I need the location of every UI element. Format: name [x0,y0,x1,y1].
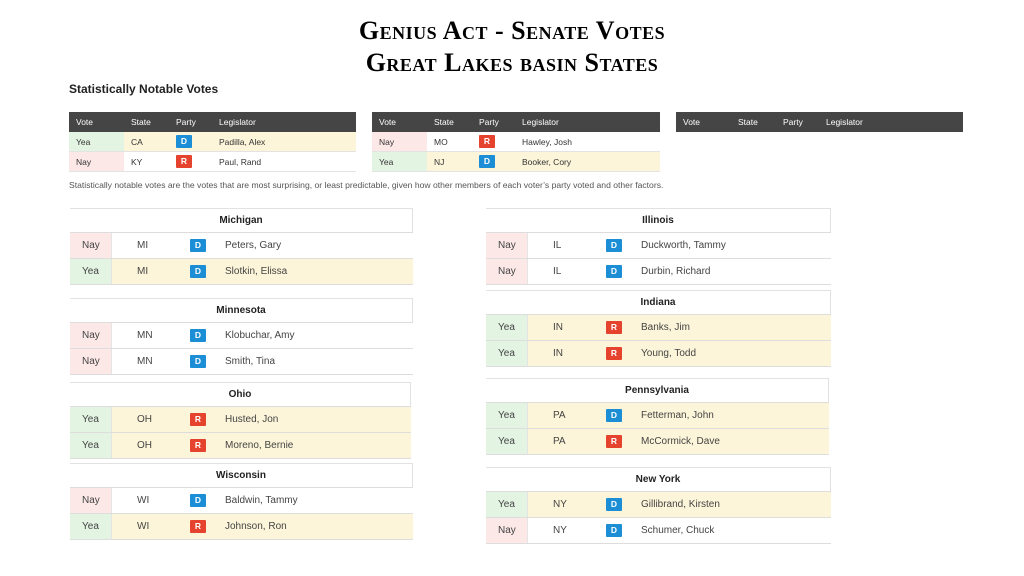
vote-row [70,488,413,514]
party-cell [180,433,215,459]
legislator-cell: Klobuchar, Amy [215,323,413,349]
state-cell: KY [124,152,169,172]
vote-cell: Nay [486,233,528,259]
state-cell: IN [528,341,597,367]
table-row [372,132,660,152]
democrat-badge: D [606,524,622,537]
republican-badge: R [606,321,622,334]
column-header-vote: Vote [69,112,124,132]
democrat-badge: D [176,135,192,148]
democrat-badge: D [479,155,495,168]
democrat-badge: D [606,239,622,252]
state-name: Pennsylvania [486,379,829,403]
vote-cell: Yea [486,341,528,367]
state-cell: IL [528,233,597,259]
democrat-badge: D [190,494,206,507]
state-cell: NY [528,492,597,518]
party-cell [596,429,631,455]
state-cell: CA [124,132,169,152]
legislator-cell: Johnson, Ron [215,514,413,540]
legislator-cell: Young, Todd [631,341,831,367]
vote-cell: Yea [486,429,528,455]
legislator-cell: Duckworth, Tammy [631,233,831,259]
vote-cell: Nay [486,518,528,544]
column-header-state: State [427,112,472,132]
vote-row [486,518,831,544]
state-name: Ohio [70,383,411,407]
legislator-cell: Paul, Rand [212,152,356,172]
vote-cell: Nay [70,488,112,514]
state-cell: IN [528,315,597,341]
legislator-cell: Baldwin, Tammy [215,488,413,514]
state-cell: WI [112,488,181,514]
democrat-badge: D [606,498,622,511]
legislator-cell: Fetterman, John [631,403,829,429]
column-header-party: Party [776,112,819,132]
page-subtitle: Great Lakes basin States [365,48,659,77]
legislator-cell: Husted, Jon [215,407,411,433]
state-cell: MN [112,323,181,349]
vote-cell: Nay [372,132,427,152]
state-cell: MI [112,233,181,259]
vote-row [70,407,411,433]
notable-votes-heading: Statistically Notable Votes [69,82,219,96]
state-header-row [486,468,831,492]
legislator-cell: McCormick, Dave [631,429,829,455]
party-cell [180,323,215,349]
table-row [372,152,660,172]
state-table-michigan [70,208,413,285]
state-table-illinois [486,208,831,285]
party-cell [596,518,631,544]
legislator-cell: Schumer, Chuck [631,518,831,544]
party-cell [596,259,631,285]
vote-cell: Nay [70,233,112,259]
state-table-indiana [486,290,831,367]
state-cell: PA [528,403,597,429]
party-cell [180,407,215,433]
party-cell [596,492,631,518]
republican-badge: R [606,347,622,360]
notable-votes-note: Statistically notable votes are the votes that are most surprising, or least predictable, given how other members of each voter’s party voted and other factors. [69,180,664,190]
state-header-row [486,291,831,315]
state-name: Indiana [486,291,831,315]
legislator-cell: Hawley, Josh [515,132,660,152]
vote-cell: Yea [486,492,528,518]
state-name: Minnesota [70,299,413,323]
page-title: Genius Act - Senate Votes [358,16,666,45]
democrat-badge: D [190,265,206,278]
democrat-badge: D [606,265,622,278]
column-header-state: State [124,112,169,132]
state-cell: MO [427,132,472,152]
vote-cell: Nay [70,323,112,349]
vote-row [70,349,413,375]
republican-badge: R [479,135,495,148]
democrat-badge: D [190,329,206,342]
column-header-legislator: Legislator [515,112,660,132]
state-name: Illinois [486,209,831,233]
column-header-vote: Vote [372,112,427,132]
vote-cell: Yea [69,132,124,152]
vote-cell: Yea [70,514,112,540]
vote-row [486,233,831,259]
party-cell [180,233,215,259]
legislator-cell: Peters, Gary [215,233,413,259]
state-table-minnesota [70,298,413,375]
party-cell [596,233,631,259]
table-header-row [372,112,660,132]
legislator-cell: Durbin, Richard [631,259,831,285]
column-header-party: Party [472,112,515,132]
notable-votes-table-2 [372,112,660,172]
state-cell: IL [528,259,597,285]
party-cell [180,514,215,540]
vote-cell: Yea [70,433,112,459]
party-cell [596,403,631,429]
state-name: Michigan [70,209,413,233]
democrat-badge: D [190,239,206,252]
vote-row [70,259,413,285]
democrat-badge: D [606,409,622,422]
vote-row [486,403,829,429]
vote-row [486,315,831,341]
state-table-ohio [70,382,411,459]
republican-badge: R [176,155,192,168]
legislator-cell: Banks, Jim [631,315,831,341]
republican-badge: R [606,435,622,448]
vote-row [486,492,831,518]
party-cell [180,488,215,514]
state-cell: OH [112,433,181,459]
party-cell [180,349,215,375]
vote-row [70,433,411,459]
column-header-state: State [731,112,776,132]
state-header-row [70,299,413,323]
vote-row [486,259,831,285]
democrat-badge: D [190,355,206,368]
state-cell: MI [112,259,181,285]
party-cell [596,315,631,341]
vote-cell: Yea [486,315,528,341]
state-header-row [70,464,413,488]
vote-cell: Yea [70,259,112,285]
state-header-row [486,209,831,233]
table-row [69,132,356,152]
legislator-cell: Slotkin, Elissa [215,259,413,285]
state-cell: OH [112,407,181,433]
notable-votes-table-1 [69,112,356,172]
state-cell: PA [528,429,597,455]
state-cell: NY [528,518,597,544]
table-header-row [69,112,356,132]
state-cell: NJ [427,152,472,172]
state-cell: MN [112,349,181,375]
party-cell [472,132,515,152]
state-header-row [486,379,829,403]
party-cell [169,152,212,172]
legislator-cell: Booker, Cory [515,152,660,172]
party-cell [472,152,515,172]
vote-row [70,514,413,540]
state-header-row [70,209,413,233]
vote-row [70,323,413,349]
vote-cell: Yea [486,403,528,429]
vote-cell: Yea [70,407,112,433]
state-cell: WI [112,514,181,540]
table-header-row [676,112,963,132]
legislator-cell: Gillibrand, Kirsten [631,492,831,518]
notable-votes-table-3 [676,112,963,132]
table-row [69,152,356,172]
republican-badge: R [190,413,206,426]
legislator-cell: Moreno, Bernie [215,433,411,459]
state-table-new-york [486,467,831,544]
party-cell [169,132,212,152]
vote-cell: Nay [69,152,124,172]
vote-cell: Nay [486,259,528,285]
party-cell [596,341,631,367]
vote-cell: Nay [70,349,112,375]
state-name: Wisconsin [70,464,413,488]
vote-row [70,233,413,259]
vote-cell: Yea [372,152,427,172]
column-header-legislator: Legislator [212,112,356,132]
legislator-cell: Padilla, Alex [212,132,356,152]
state-table-wisconsin [70,463,413,540]
republican-badge: R [190,520,206,533]
column-header-party: Party [169,112,212,132]
state-table-pennsylvania [486,378,829,455]
column-header-legislator: Legislator [819,112,963,132]
vote-row [486,429,829,455]
vote-row [486,341,831,367]
legislator-cell: Smith, Tina [215,349,413,375]
party-cell [180,259,215,285]
column-header-vote: Vote [676,112,731,132]
republican-badge: R [190,439,206,452]
state-name: New York [486,468,831,492]
state-header-row [70,383,411,407]
